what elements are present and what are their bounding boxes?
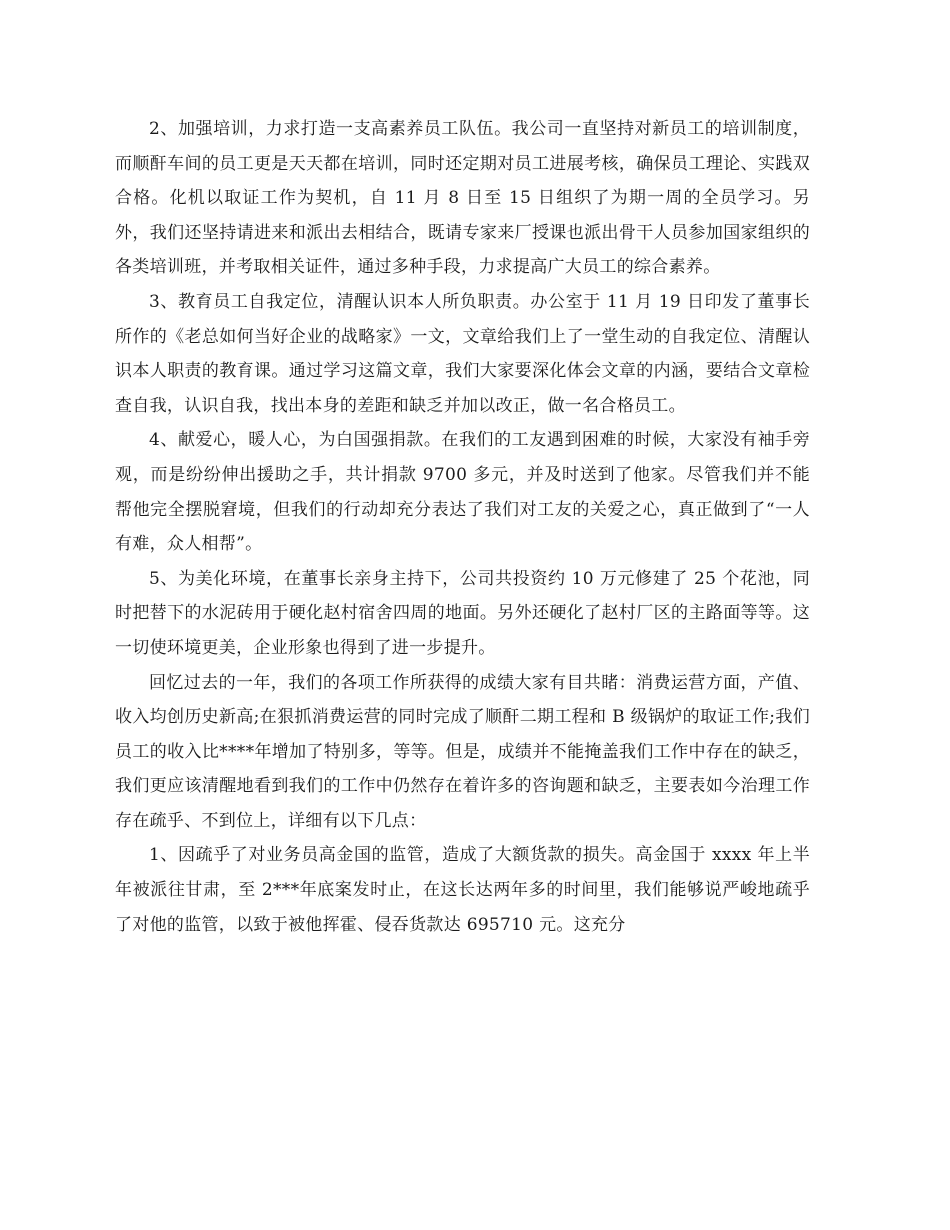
paragraph-supervision-loss: 1、因疏乎了对业务员高金国的监管，造成了大额货款的损失。高金国于 xxxx 年上半年被派往甘肃，至 2***年底案发时止，在这长达两年多的时间里，我们能够说严峻地疏乎了对他的监管，以致于被他挥霍、侵吞货款达 695710 元。这充分	[115, 845, 810, 935]
paragraph-environment: 5、为美化环境，在董事长亲身主持下，公司共投资约 10 万元修建了 25 个花池，同时把替下的水泥砖用于硬化赵村宿舍四周的地面。另外还硬化了赵村厂区的主路面等等。这一切使环境更美，企业形象也得到了进一步提升。	[115, 568, 810, 658]
paragraph-review: 回忆过去的一年，我们的各项工作所获得的成绩大家有目共睹：消费运营方面，产值、收入均创历史新高;在狠抓消费运营的同时完成了顺酐二期工程和 B 级锅炉的取证工作;我们员工的收入比****年增加了特别多，等等。但是，成绩并不能掩盖我们工作中存在的缺乏，我们更应该清醒地看到我们的工作中仍然存在着许多的咨询题和缺乏，主要表如今治理工作存在疏乎、不到位上，详细有以下几点：	[115, 672, 810, 831]
paragraph-training: 2、加强培训，力求打造一支高素养员工队伍。我公司一直坚持对新员工的培训制度，而顺酐车间的员工更是天天都在培训，同时还定期对员工进展考核，确保员工理论、实践双合格。化机以取证工作为契机，自 11 月 8 日至 15 日组织了为期一周的全员学习。另外，我们还坚持请进来和派出去相结合，既请专家来厂授课也派出骨干人员参加国家组织的各类培训班，并考取相关证件，通过多种手段，力求提高广大员工的综合素养。	[115, 119, 810, 278]
document-body	[115, 112, 810, 942]
paragraph-donation: 4、献爱心，暖人心，为白国强捐款。在我们的工友遇到困难的时候，大家没有袖手旁观，而是纷纷伸出援助之手，共计捐款 9700 多元，并及时送到了他家。尽管我们并不能帮他完全摆脱窘境，但我们的行动却充分表达了我们对工友的关爱之心，真正做到了“一人有难，众人相帮”。	[115, 430, 810, 555]
paragraph-self-positioning: 3、教育员工自我定位，清醒认识本人所负职责。办公室于 11 月 19 日印发了董事长所作的《老总如何当好企业的战略家》一文，文章给我们上了一堂生动的自我定位、清醒认识本人职责的教育课。通过学习这篇文章，我们大家要深化体会文章的内涵，要结合文章检查自我，认识自我，找出本身的差距和缺乏并加以改正，做一名合格员工。	[115, 291, 810, 416]
